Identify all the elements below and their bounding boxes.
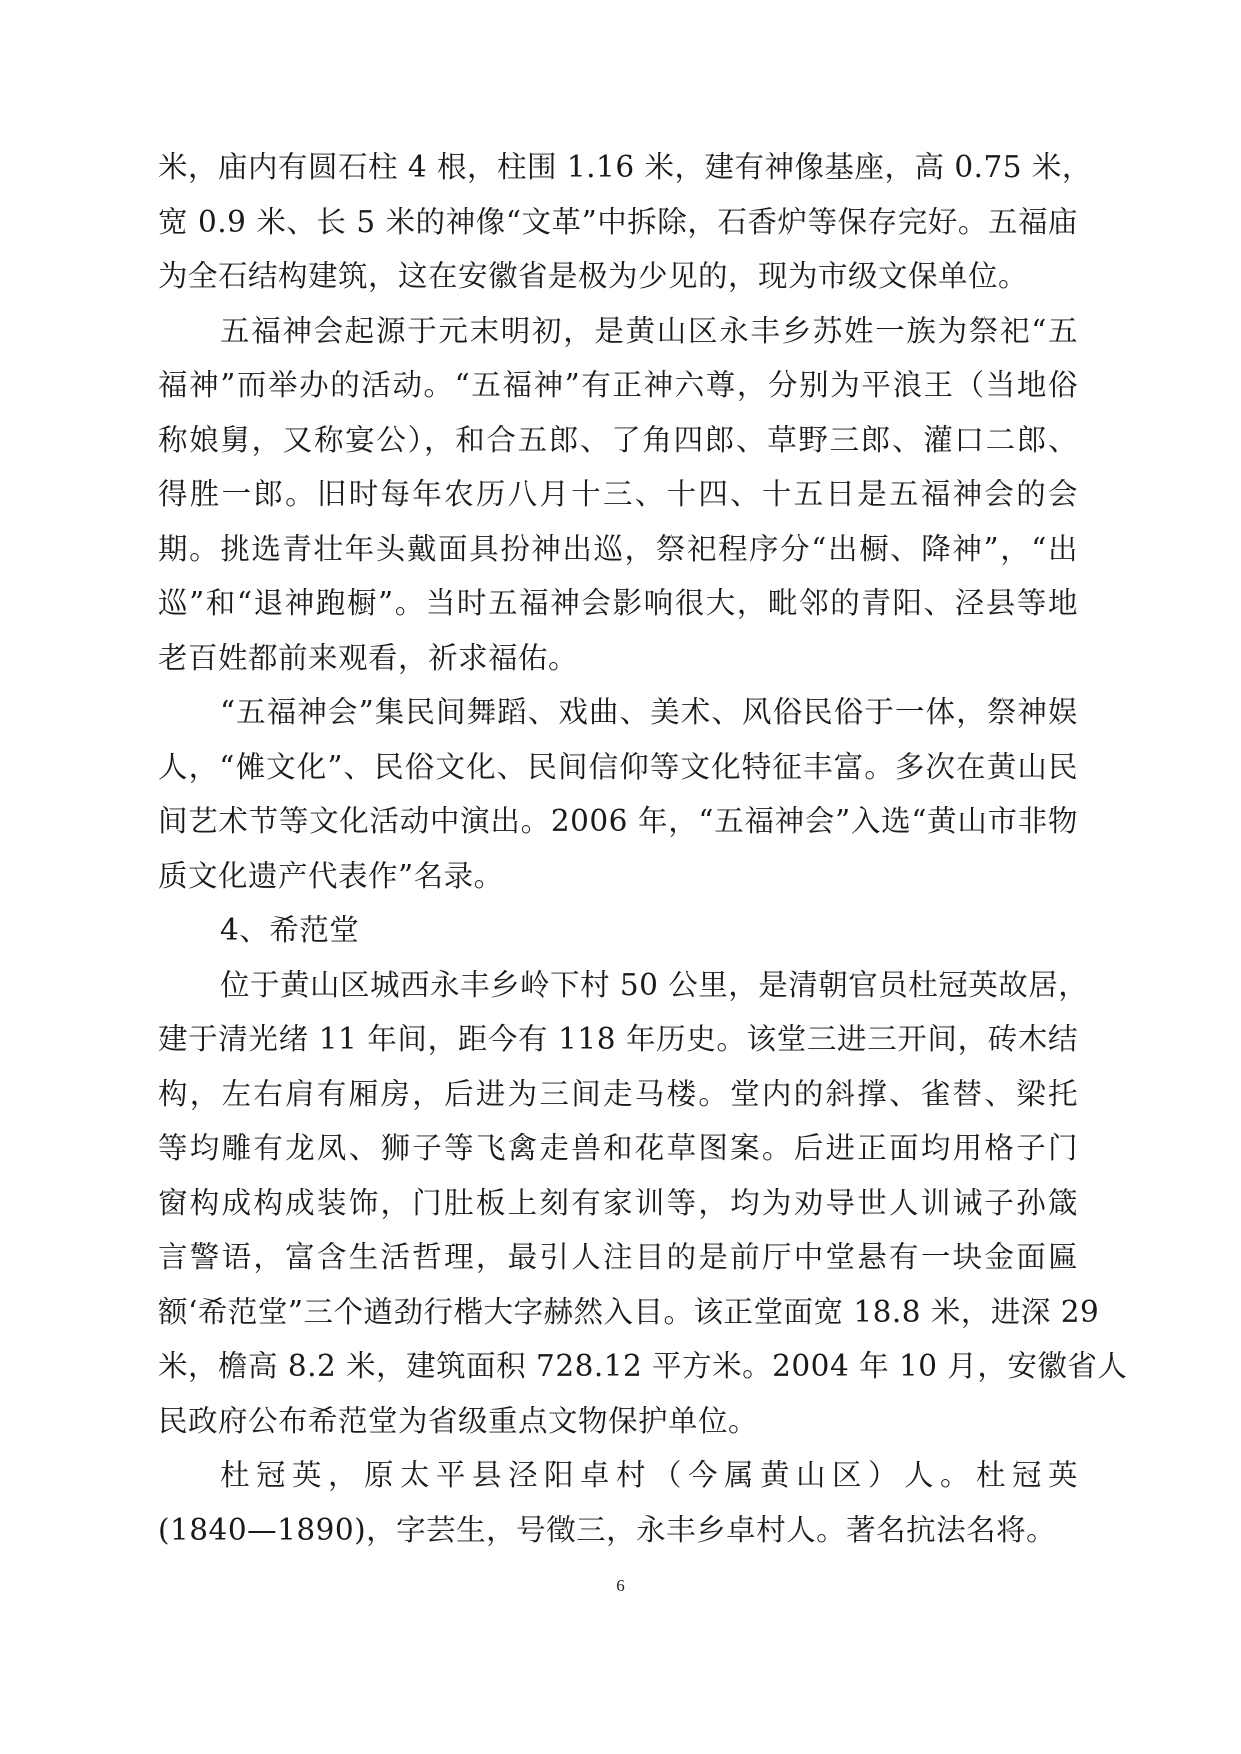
paragraph-wufu-shenhui-origin bbox=[158, 304, 1078, 686]
paragraph-wufu-temple-continued bbox=[158, 140, 1092, 304]
text-line: 米，庙内有圆石柱 4 根，柱围 1.16 米，建有神像基座，高 0.75 米， bbox=[158, 150, 1092, 184]
paragraph-xifantang bbox=[158, 958, 1128, 1449]
text-line: 得胜一郎。旧时每年农历八月十三、十四、十五日是五福神会的会 bbox=[158, 477, 1078, 511]
text-line: 老百姓都前来观看，祈求福佑。 bbox=[158, 640, 579, 675]
text-line: 杜冠英，原太平县泾阳卓村（今属黄山区）人。杜冠英 bbox=[220, 1458, 1078, 1492]
paragraph-wufu-shenhui-culture bbox=[158, 685, 1078, 903]
text-line: 宽 0.9 米、长 5 米的神像“文革”中拆除，石香炉等保存完好。五福庙 bbox=[158, 204, 1078, 239]
text-line: 间艺术节等文化活动中演出。2006 年，“五福神会”入选“黄山市非物 bbox=[158, 804, 1078, 838]
text-line: 人，“傩文化”、民俗文化、民间信仰等文化特征丰富。多次在黄山民 bbox=[158, 749, 1078, 784]
section-heading: 4、希范堂 bbox=[220, 913, 360, 947]
section-heading-xifantang bbox=[158, 903, 1078, 958]
text-line: 米，檐高 8.2 米，建筑面积 728.12 平方米。2004 年 10 月，安徽省人 bbox=[158, 1349, 1128, 1383]
text-line: 建于清光绪 11 年间，距今有 118 年历史。该堂三进三开间，砖木结 bbox=[158, 1022, 1078, 1056]
text-line: “五福神会”集民间舞蹈、戏曲、美术、风俗民俗于一体，祭神娱 bbox=[220, 695, 1078, 729]
page-number: 6 bbox=[616, 1576, 625, 1595]
text-line: 质文化遗产代表作”名录。 bbox=[158, 858, 504, 893]
text-line: 称娘舅，又称宴公），和合五郎、了角四郎、草野三郎、灌口二郎、 bbox=[158, 422, 1078, 457]
text-line: 巡”和“退神跑橱”。当时五福神会影响很大，毗邻的青阳、泾县等地 bbox=[158, 586, 1078, 620]
text-line: 五福神会起源于元末明初，是黄山区永丰乡苏姓一族为祭祀“五 bbox=[220, 313, 1078, 348]
text-line: (1840—1890)，字芸生，号徵三，永丰乡卓村人。著名抗法名将。 bbox=[158, 1512, 1057, 1547]
text-line: 等均雕有龙凤、狮子等飞禽走兽和花草图案。后进正面均用格子门 bbox=[158, 1131, 1078, 1165]
text-line: 期。挑选青壮年头戴面具扮神出巡，祭祀程序分“出橱、降神”，“出 bbox=[158, 531, 1078, 566]
document-body bbox=[158, 140, 1128, 1557]
text-line: 言警语，富含生活哲理，最引人注目的是前厅中堂悬有一块金面匾 bbox=[158, 1240, 1078, 1274]
paragraph-du-guanying bbox=[158, 1448, 1078, 1557]
text-line: 民政府公布希范堂为省级重点文物保护单位。 bbox=[158, 1403, 759, 1438]
text-line: 位于黄山区城西永丰乡岭下村 50 公里，是清朝官员杜冠英故居， bbox=[220, 967, 1089, 1002]
text-line: 福神”而举办的活动。“五福神”有正神六尊，分别为平浪王（当地俗 bbox=[158, 368, 1078, 402]
text-line: 额‘希范堂”三个遒劲行楷大字赫然入目。该正堂面宽 18.8 米，进深 29 bbox=[158, 1294, 1100, 1329]
text-line: 窗构成构成装饰，门肚板上刻有家训等，均为劝导世人训诫子孙箴 bbox=[158, 1185, 1078, 1220]
text-line: 为全石结构建筑，这在安徽省是极为少见的，现为市级文保单位。 bbox=[158, 259, 1029, 293]
text-line: 构，左右肩有厢房，后进为三间走马楼。堂内的斜撑、雀替、梁托 bbox=[158, 1076, 1078, 1111]
